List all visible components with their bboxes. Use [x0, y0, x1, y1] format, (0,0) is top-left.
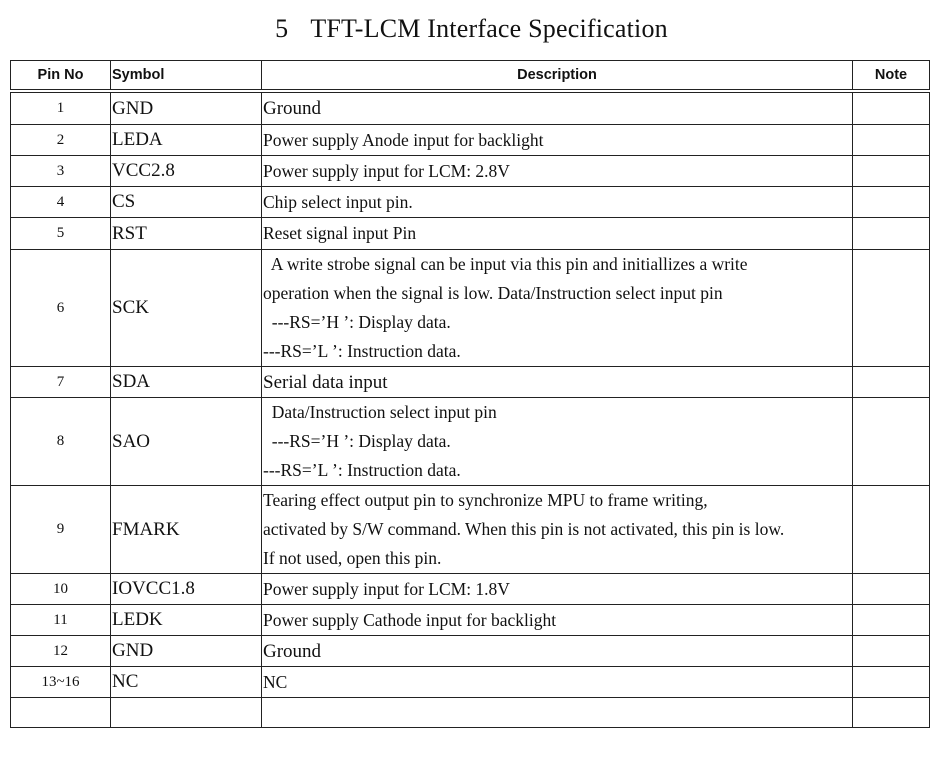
- symbol-cell: GND: [111, 636, 262, 667]
- table-row: [11, 250, 930, 367]
- note-cell: [853, 91, 930, 125]
- description-line: ---RS=’L ’: Instruction data.: [263, 460, 461, 480]
- note-cell: [853, 605, 930, 636]
- description-cell: [262, 398, 853, 486]
- symbol-cell: LEDA: [111, 125, 262, 156]
- header-symbol: Symbol: [111, 61, 262, 92]
- description-line: NC: [263, 671, 288, 692]
- description-line: Tearing effect output pin to synchronize MPU to frame writing,: [263, 490, 708, 510]
- description-line: ---RS=’H ’: Display data.: [263, 431, 451, 451]
- note-cell: [853, 218, 930, 250]
- table-row: [11, 91, 930, 125]
- pin-number-cell: 4: [11, 187, 111, 218]
- table-row: [11, 667, 930, 698]
- description-cell: [262, 605, 853, 636]
- description-line: Power supply input for LCM: 2.8V: [263, 160, 510, 181]
- note-cell: [853, 636, 930, 667]
- table-row: [11, 125, 930, 156]
- pin-number-cell: 10: [11, 574, 111, 605]
- description-line: ---RS=’L ’: Instruction data.: [263, 341, 461, 361]
- description-line: Serial data input: [263, 371, 388, 393]
- header-note: Note: [853, 61, 930, 92]
- description-line: Power supply input for LCM: 1.8V: [263, 578, 510, 599]
- description-line: If not used, open this pin.: [263, 548, 442, 568]
- description-line: Data/Instruction select input pin: [263, 402, 497, 422]
- symbol-cell: NC: [111, 667, 262, 698]
- description-line: Reset signal input Pin: [263, 223, 417, 243]
- symbol-cell: [111, 698, 262, 728]
- table-row: [11, 698, 930, 728]
- note-cell: [853, 187, 930, 218]
- table-row: [11, 398, 930, 486]
- note-cell: [853, 398, 930, 486]
- description-cell: [262, 125, 853, 156]
- symbol-cell: SAO: [111, 398, 262, 486]
- pin-number-cell: 7: [11, 367, 111, 398]
- note-cell: [853, 698, 930, 728]
- description-line: Chip select input pin.: [263, 191, 413, 212]
- note-cell: [853, 156, 930, 187]
- pin-number-cell: 6: [11, 250, 111, 367]
- description-line: Power supply Cathode input for backlight: [263, 609, 557, 630]
- symbol-cell: GND: [111, 91, 262, 125]
- description-cell: [262, 250, 853, 367]
- pin-number-cell: 8: [11, 398, 111, 486]
- description-line: Ground: [263, 98, 322, 119]
- table-row: [11, 486, 930, 574]
- pin-number-cell: 11: [11, 605, 111, 636]
- page-title: [0, 14, 943, 44]
- interface-spec-table: [10, 60, 930, 728]
- table-row: [11, 367, 930, 398]
- pin-number-cell: 13~16: [11, 667, 111, 698]
- symbol-cell: SCK: [111, 250, 262, 367]
- description-cell: [262, 187, 853, 218]
- description-cell: [262, 636, 853, 667]
- table-row: [11, 605, 930, 636]
- pin-number-cell: 1: [11, 91, 111, 125]
- note-cell: [853, 367, 930, 398]
- note-cell: [853, 667, 930, 698]
- description-line: Ground: [263, 640, 322, 662]
- description-cell: [262, 367, 853, 398]
- description-cell: [262, 667, 853, 698]
- header-pin-no: Pin No: [11, 61, 111, 92]
- description-cell: [262, 486, 853, 574]
- symbol-cell: SDA: [111, 367, 262, 398]
- pin-number-cell: 2: [11, 125, 111, 156]
- description-line: Power supply Anode input for backlight: [263, 129, 544, 150]
- pin-number-cell: 5: [11, 218, 111, 250]
- pin-number-cell: 9: [11, 486, 111, 574]
- symbol-cell: VCC2.8: [111, 156, 262, 187]
- symbol-cell: FMARK: [111, 486, 262, 574]
- note-cell: [853, 250, 930, 367]
- description-cell: [262, 156, 853, 187]
- symbol-cell: CS: [111, 187, 262, 218]
- table-row: [11, 574, 930, 605]
- description-cell: [262, 91, 853, 125]
- table-row: [11, 187, 930, 218]
- symbol-cell: IOVCC1.8: [111, 574, 262, 605]
- pin-number-cell: [11, 698, 111, 728]
- note-cell: [853, 574, 930, 605]
- table-row: [11, 636, 930, 667]
- header-description: Description: [262, 61, 853, 92]
- description-line: operation when the signal is low. Data/Instruction select input pin: [263, 283, 723, 303]
- symbol-cell: RST: [111, 218, 262, 250]
- description-cell: [262, 218, 853, 250]
- section-title: TFT-LCM Interface Specification: [310, 14, 668, 43]
- description-line: A write strobe signal can be input via this pin and initiallizes a write: [263, 254, 748, 274]
- table-body: [11, 91, 930, 728]
- table-row: [11, 156, 930, 187]
- symbol-cell: LEDK: [111, 605, 262, 636]
- description-cell: [262, 698, 853, 728]
- table-header-row: [11, 61, 930, 92]
- description-line: ---RS=’H ’: Display data.: [263, 312, 451, 332]
- pin-number-cell: 3: [11, 156, 111, 187]
- description-cell: [262, 574, 853, 605]
- note-cell: [853, 125, 930, 156]
- note-cell: [853, 486, 930, 574]
- description-line: activated by S/W command. When this pin is not activated, this pin is low.: [263, 519, 785, 539]
- section-number: 5: [275, 14, 289, 43]
- pin-number-cell: 12: [11, 636, 111, 667]
- table-row: [11, 218, 930, 250]
